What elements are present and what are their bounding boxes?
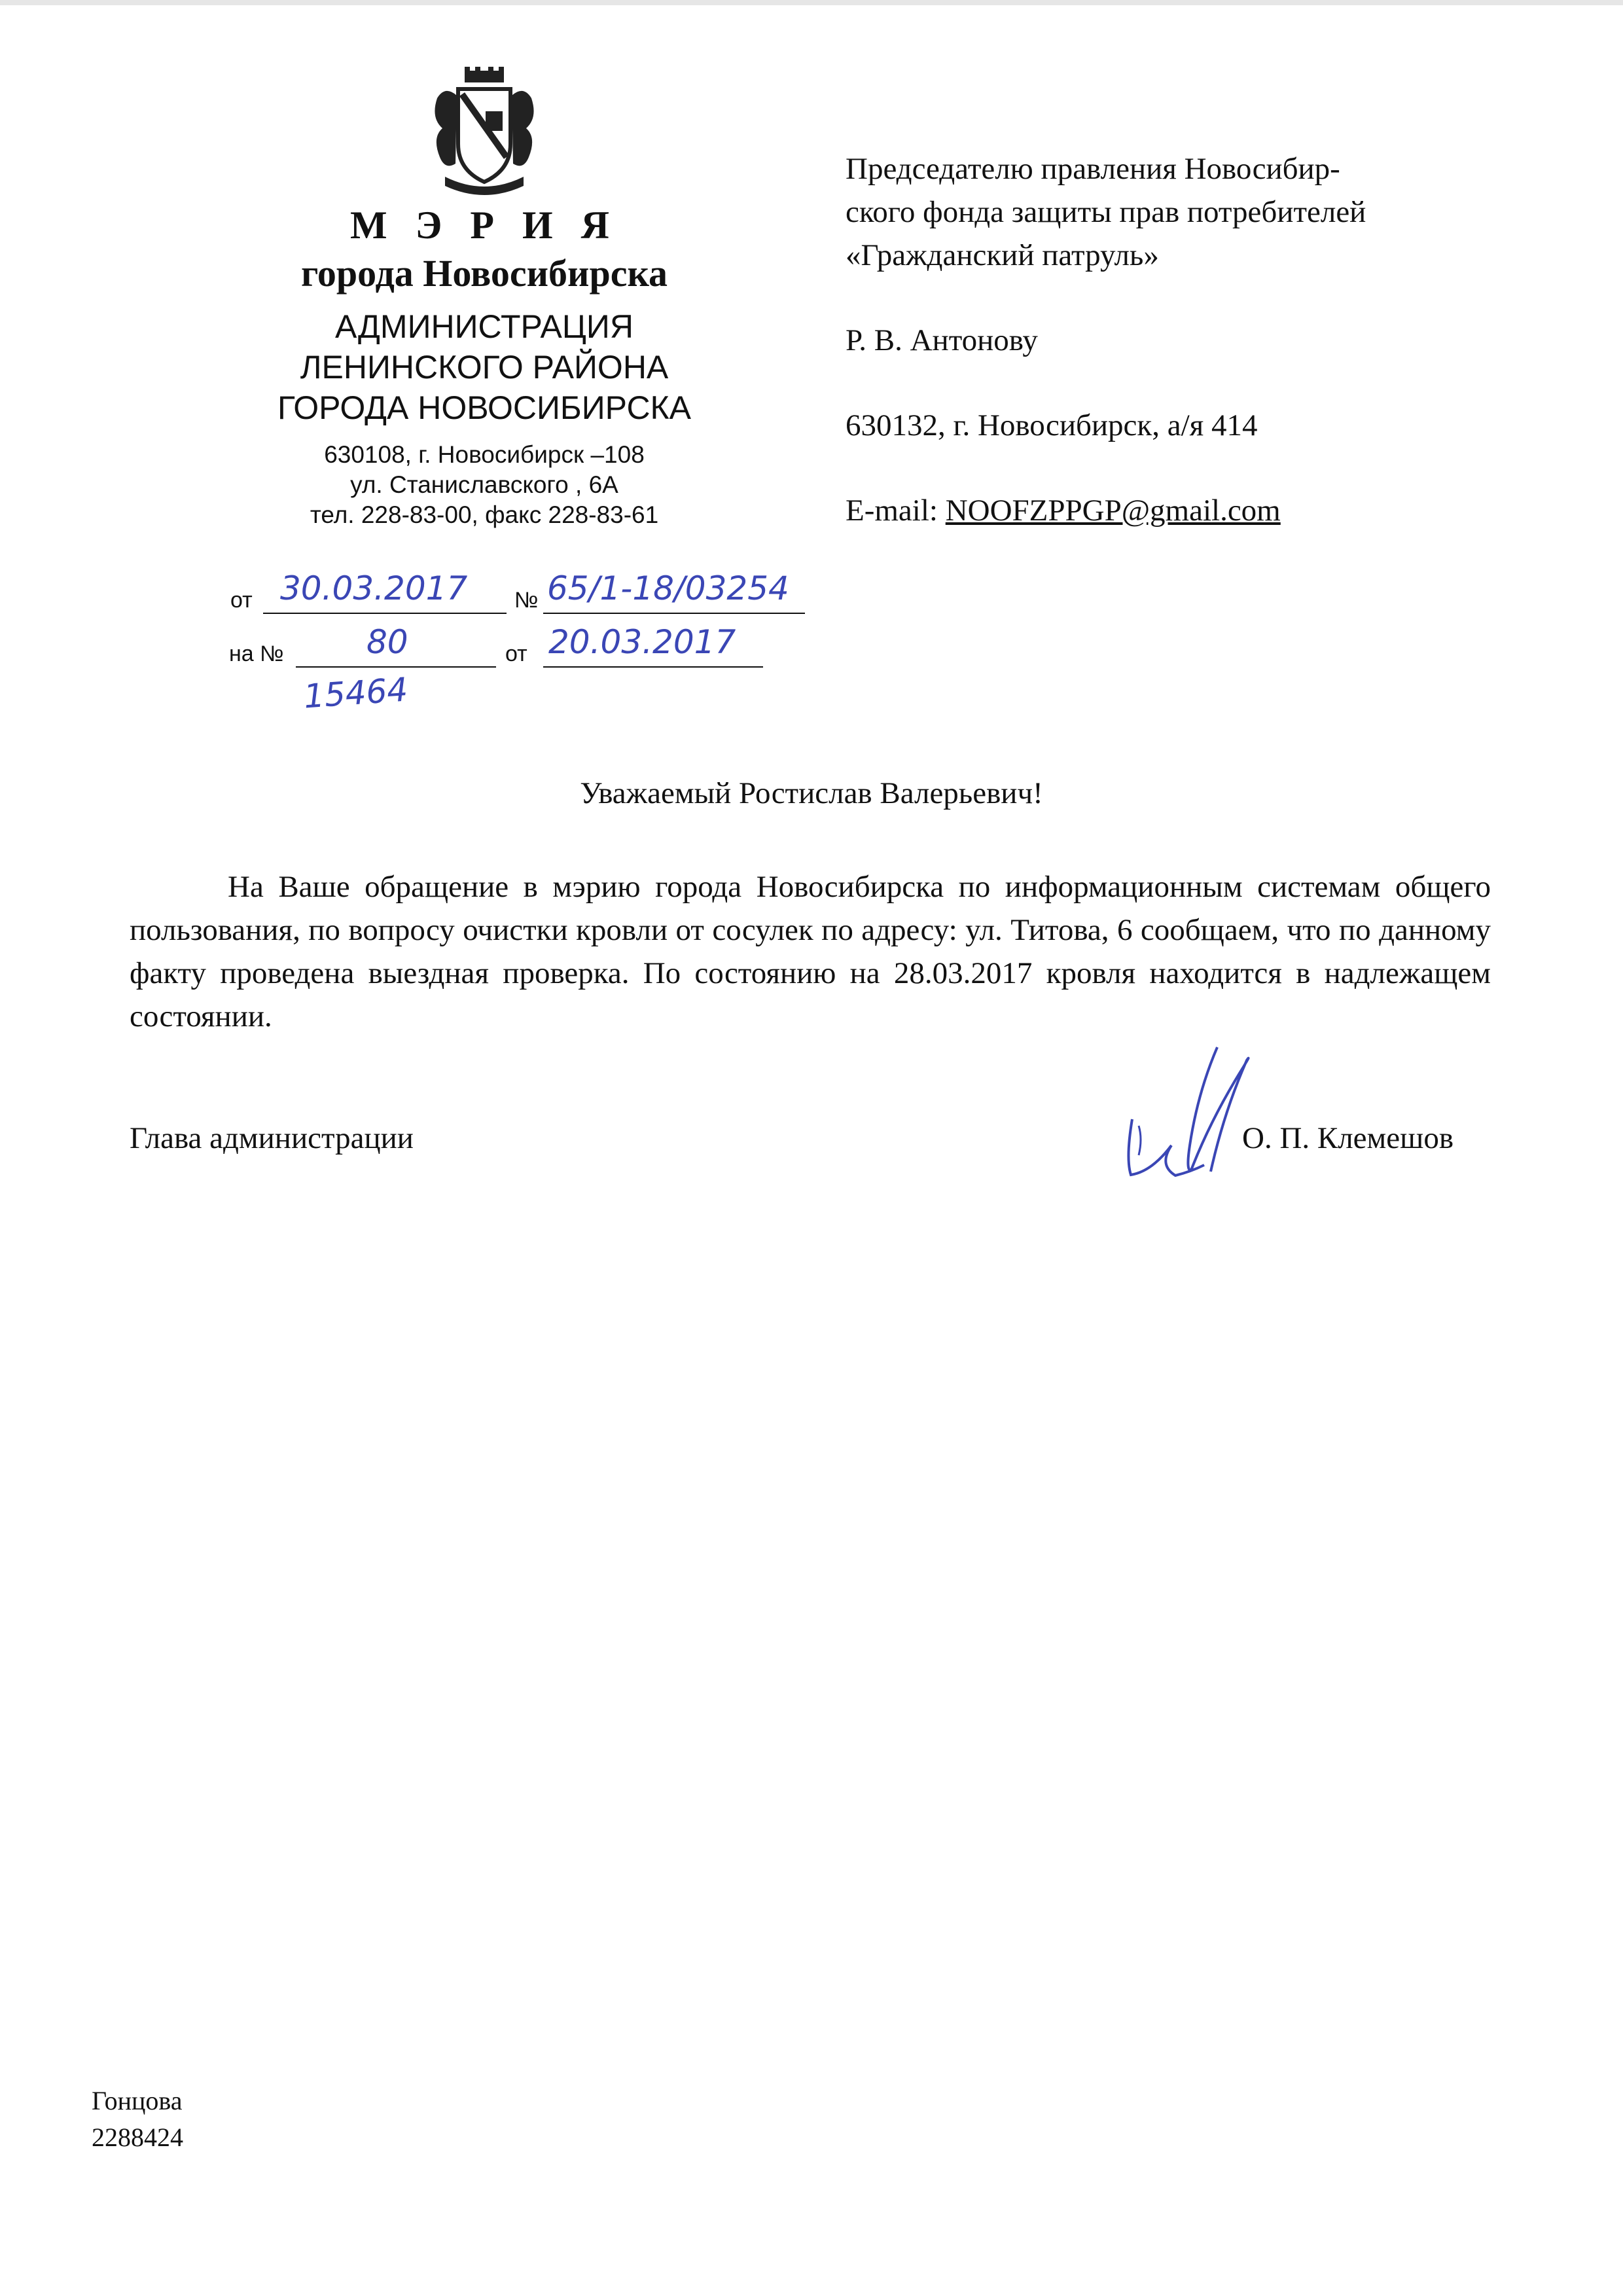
handwritten-signature [1113, 1041, 1283, 1191]
from-label: от [230, 588, 253, 613]
coat-of-arms-icon [425, 65, 543, 196]
recipient-block [846, 147, 1533, 532]
incoming-date: 20.03.2017 [548, 623, 736, 661]
address-line: 630108, г. Новосибирск –108 [324, 441, 645, 468]
recipient-position-line: ского фонда защиты прав потребителей [846, 195, 1366, 229]
executor-phone: 2288424 [92, 2123, 183, 2152]
greeting: Уважаемый Ростислав Валерьевич! [580, 776, 1043, 810]
sender-address [196, 440, 772, 530]
executor-block [92, 2083, 183, 2156]
reply-to-label: на № [229, 641, 284, 666]
signatory-title: Глава администрации [130, 1121, 414, 1155]
incoming-number: 80 [366, 623, 408, 661]
address-line: тел. 228-83-00, факс 228-83-61 [310, 501, 659, 528]
signatory-name: О. П. Клемешов [1242, 1121, 1454, 1155]
outgoing-date-line [263, 613, 507, 614]
org-name: М Э Р И Я [350, 204, 618, 247]
admin-line: АДМИНИСТРАЦИЯ [335, 308, 633, 345]
outgoing-number-line [543, 613, 805, 614]
email-label: E-mail: [846, 493, 938, 528]
reply-from-label: от [505, 641, 527, 666]
recipient-name: Р. В. Антонову [846, 323, 1038, 357]
number-label: № [514, 588, 539, 613]
admin-line: ГОРОДА НОВОСИБИРСКА [277, 389, 692, 426]
outgoing-number: 65/1-18/03254 [547, 569, 789, 607]
recipient-address: 630132, г. Новосибирск, а/я 414 [846, 408, 1258, 442]
executor-name: Гонцова [92, 2086, 183, 2115]
outgoing-date: 30.03.2017 [280, 569, 468, 607]
incoming-number-line [296, 666, 496, 668]
letter-body: На Ваше обращение в мэрию города Новосибирска по информационным системам общего пользования, по вопросу очистки кровли от сосулек по адресу: ул. Титова, 6 сообщаем, что по данному факту проведена выездная проверка. По состоянию на 28.03.2017 кровля находится в надлежащем состоянии. [130, 870, 1491, 1033]
email-link[interactable]: NOOFZPPGP@gmail.com [945, 493, 1281, 528]
recipient-position-line: Председателю правления Новосибир- [846, 152, 1340, 186]
letterhead [196, 65, 772, 530]
address-line: ул. Станиславского , 6А [350, 471, 618, 498]
admin-line: ЛЕНИНСКОГО РАЙОНА [300, 349, 669, 386]
recipient-position-line: «Гражданский патруль» [846, 238, 1159, 272]
extra-number: 15464 [302, 670, 409, 716]
org-city: города Новосибирска [300, 252, 668, 295]
recipient-email-row [846, 489, 1533, 532]
scan-edge [0, 0, 1623, 5]
admin-block [196, 306, 772, 428]
incoming-date-line [543, 666, 763, 668]
